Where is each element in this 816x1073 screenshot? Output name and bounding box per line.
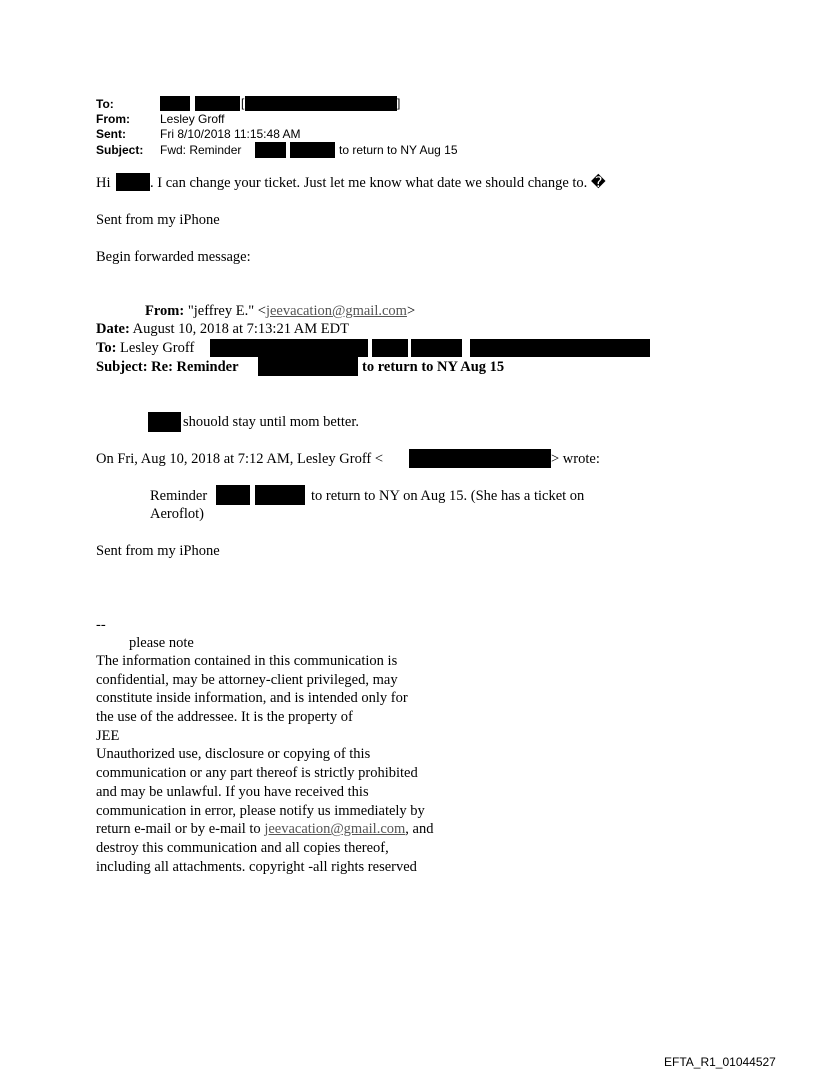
disclaimer-line: The information contained in this communication is bbox=[96, 653, 398, 669]
signature-dashes: -- bbox=[96, 617, 106, 633]
fwd-from-label: From: bbox=[145, 303, 185, 319]
disclaimer-line: destroy this communication and all copies thereof, bbox=[96, 839, 389, 856]
redaction-block bbox=[255, 485, 305, 505]
disclaimer-line: including all attachments. copyright -all rights reserved bbox=[96, 858, 417, 875]
to-bracket-open: [ bbox=[241, 96, 245, 110]
disclaimer-line: JEE bbox=[96, 727, 120, 744]
disclaimer-line: the use of the addressee. It is the property of bbox=[96, 709, 353, 726]
redaction-block bbox=[148, 412, 181, 432]
redaction-block bbox=[210, 339, 368, 357]
redaction-block bbox=[302, 357, 358, 376]
please-note: please note bbox=[129, 635, 194, 651]
redaction-block bbox=[470, 339, 650, 357]
redaction-block bbox=[195, 96, 240, 111]
message-body: . I can change your ticket. Just let me know what date we should change to. � bbox=[150, 175, 606, 191]
disclaimer-email-line bbox=[96, 820, 433, 839]
fwd-from-close: > bbox=[406, 303, 416, 319]
signature: Sent from my iPhone bbox=[96, 212, 220, 228]
fwd-date-label: Date: bbox=[96, 321, 130, 337]
disclaimer-line: communication in error, please notify us immediately by bbox=[96, 802, 425, 819]
disclaimer-line: confidential, may be attorney-client privileged, may bbox=[96, 671, 398, 688]
sent-value: Fri 8/10/2018 11:15:48 AM bbox=[160, 127, 301, 141]
redaction-block bbox=[372, 339, 408, 357]
fwd-from-email-link[interactable]: jeevacation@gmail.com bbox=[265, 303, 407, 319]
disclaimer-email-link[interactable]: jeevacation@gmail.com bbox=[264, 821, 406, 838]
fwd-date-value: August 10, 2018 at 7:13:21 AM EDT bbox=[132, 321, 349, 337]
fwd-to-line bbox=[96, 340, 194, 357]
subject-suffix: to return to NY Aug 15 bbox=[339, 143, 458, 157]
fwd-date-line bbox=[96, 321, 349, 338]
redaction-block bbox=[290, 142, 335, 158]
fwd-to-label: To: bbox=[96, 340, 117, 356]
from-label: From: bbox=[96, 112, 130, 126]
fwd-subject-label: Subject: Re: Reminder bbox=[96, 359, 239, 375]
confidentiality-disclaimer bbox=[96, 652, 433, 876]
quote-intro-suffix: > wrote: bbox=[551, 451, 600, 467]
quote-intro-prefix: On Fri, Aug 10, 2018 at 7:12 AM, Lesley Groff < bbox=[96, 451, 384, 467]
redaction-block bbox=[409, 449, 551, 468]
disclaimer-line: communication or any part thereof is strictly prohibited bbox=[96, 765, 418, 782]
signature: Sent from my iPhone bbox=[96, 543, 220, 559]
disclaimer-line: Unauthorized use, disclosure or copying of this bbox=[96, 746, 371, 763]
quote-line1-prefix: Reminder bbox=[150, 488, 208, 504]
redaction-block bbox=[116, 173, 150, 191]
redaction-block bbox=[160, 96, 190, 111]
document-id: EFTA_R1_01044527 bbox=[664, 1055, 776, 1069]
quote-line2: Aeroflot) bbox=[150, 506, 204, 522]
to-label: To: bbox=[96, 97, 114, 111]
quote-line1-suffix: to return to NY on Aug 15. (She has a ticket on bbox=[311, 488, 585, 504]
redaction-block bbox=[258, 357, 302, 376]
from-value: Lesley Groff bbox=[160, 112, 225, 126]
fwd-from-name: "jeffrey E." < bbox=[187, 303, 266, 319]
fwd-to-value: Lesley Groff bbox=[120, 340, 195, 356]
redaction-block bbox=[411, 339, 462, 357]
greeting: Hi bbox=[96, 175, 111, 191]
disclaimer-email-prefix: return e-mail or by e-mail to bbox=[96, 821, 265, 838]
redaction-block bbox=[255, 142, 286, 158]
subject-label: Subject: bbox=[96, 143, 144, 157]
sent-label: Sent: bbox=[96, 127, 126, 141]
disclaimer-line: constitute inside information, and is intended only for bbox=[96, 690, 408, 707]
redaction-block bbox=[245, 96, 397, 111]
fwd-subject-suffix: to return to NY Aug 15 bbox=[362, 359, 505, 375]
disclaimer-line: and may be unlawful. If you have received this bbox=[96, 783, 369, 800]
subject-prefix: Fwd: Reminder bbox=[160, 143, 242, 157]
forward-intro: Begin forwarded message: bbox=[96, 249, 251, 265]
fwd-from-line bbox=[145, 303, 415, 320]
disclaimer-email-suffix: , and bbox=[405, 821, 434, 838]
reply-text: shouold stay until mom better. bbox=[183, 414, 360, 430]
redaction-block bbox=[216, 485, 250, 505]
to-bracket-close: ] bbox=[397, 96, 401, 110]
